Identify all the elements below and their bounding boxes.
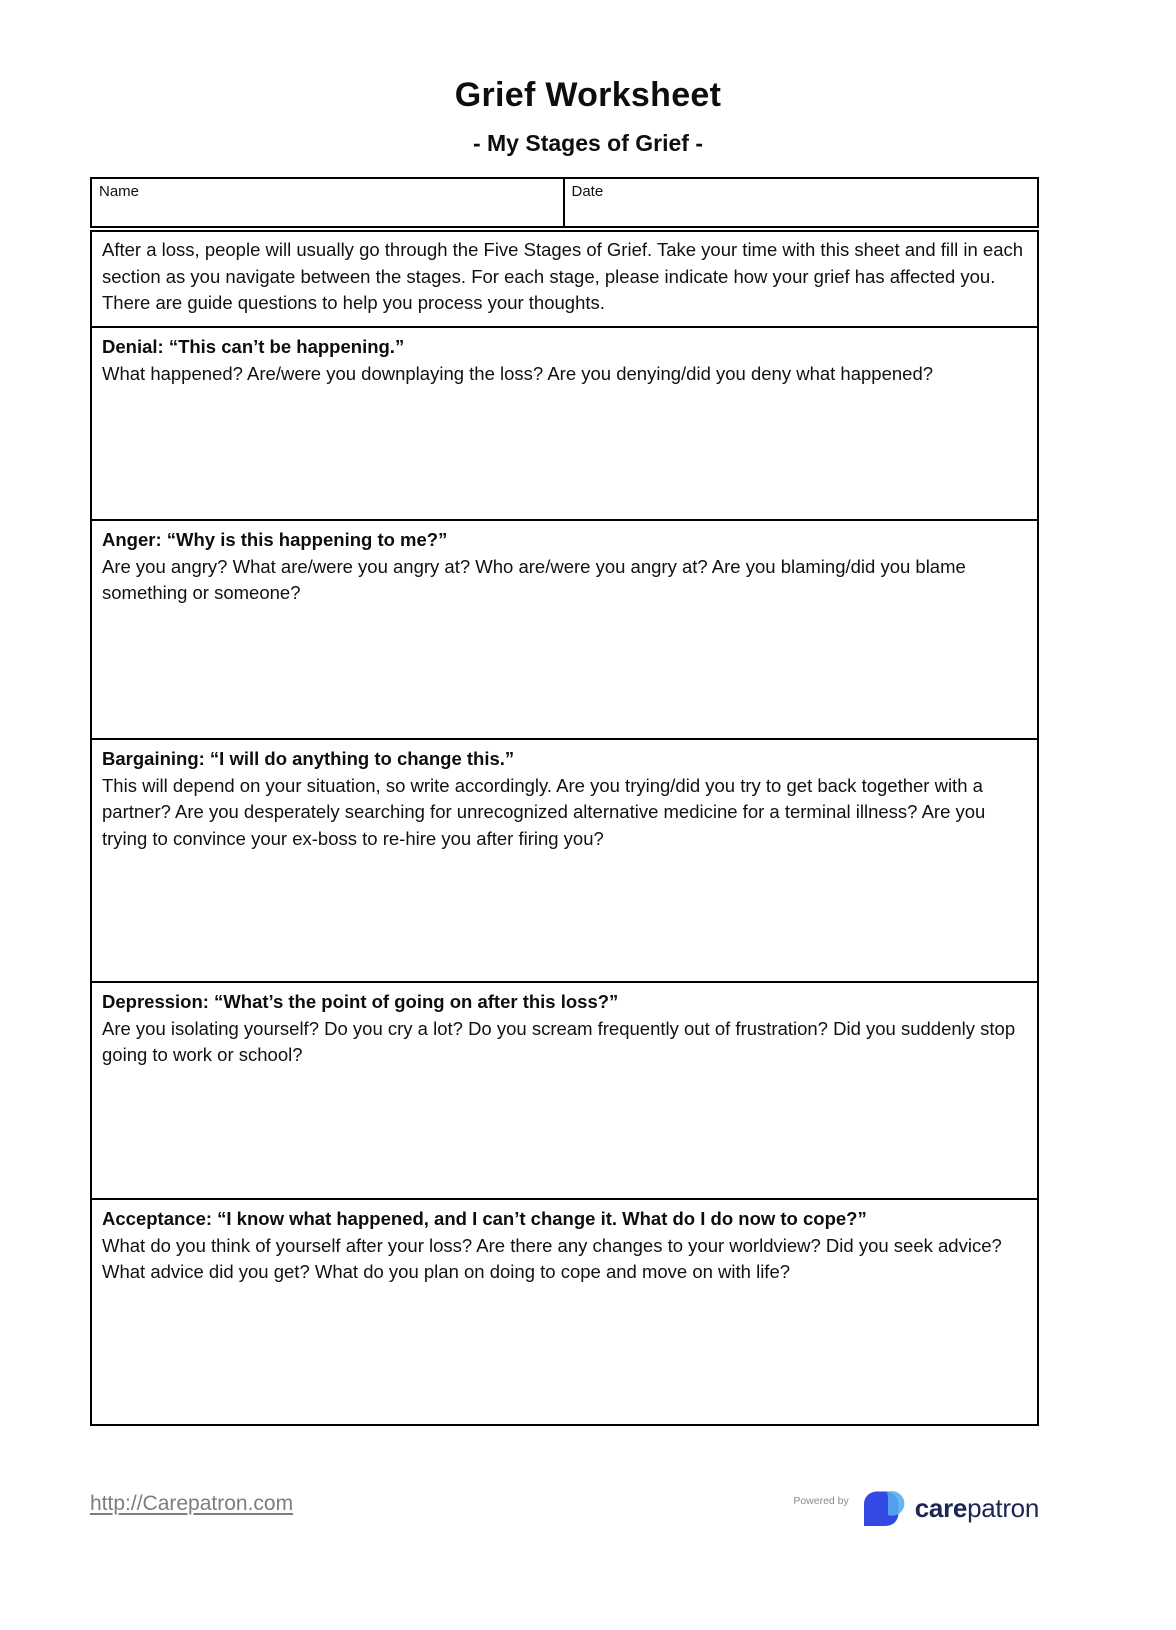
section-anger: [92, 521, 1037, 740]
date-input[interactable]: [572, 201, 1031, 222]
depression-heading: Depression: “What’s the point of going on after this loss?”: [102, 990, 619, 1012]
anger-answer-area[interactable]: [102, 607, 1027, 730]
bargaining-question: This will depend on your situation, so write accordingly. Are you trying/did you try to get back together with a partner? Are you desperately searching for unrecognized alternative medicine for a terminal illness? Are you trying to convince your ex-boss to re-hire you after firing you?: [102, 774, 986, 849]
name-date-row: [90, 177, 1039, 228]
instructions-text: After a loss, people will usually go through the Five Stages of Grief. Take your time with this sheet and fill in each section as you navigate between the stages. For each stage, please indicate how your grief has affected you. There are guide questions to help you process your thoughts.: [92, 232, 1037, 328]
section-acceptance: [92, 1200, 1037, 1424]
date-cell: [565, 179, 1038, 226]
name-input[interactable]: [99, 201, 556, 222]
worksheet-body: [90, 177, 1039, 1426]
brand-block: [793, 1488, 1039, 1532]
section-bargaining: [92, 740, 1037, 983]
acceptance-answer-area[interactable]: [102, 1286, 1027, 1416]
anger-question: Are you angry? What are/were you angry at? Who are/were you angry at? Are you blaming/did you blame something or someone?: [102, 555, 966, 603]
page-title: Grief Worksheet: [454, 76, 722, 114]
acceptance-heading: Acceptance: “I know what happened, and I can’t change it. What do I do now to cope?”: [102, 1207, 867, 1229]
powered-by-label: Powered by: [793, 1495, 849, 1507]
section-denial: [92, 328, 1037, 521]
depression-question: Are you isolating yourself? Do you cry a lot? Do you scream frequently out of frustration? Did you suddenly stop going to work or school?: [102, 1017, 1016, 1065]
date-label: Date: [571, 183, 604, 200]
section-depression: [92, 983, 1037, 1200]
page-subtitle: - My Stages of Grief -: [472, 130, 704, 156]
denial-heading: Denial: “This can’t be happening.”: [102, 335, 405, 357]
bargaining-heading: Bargaining: “I will do anything to change this.”: [102, 747, 515, 769]
name-cell: [92, 179, 565, 226]
brand-wordmark-care: care: [914, 1492, 968, 1523]
name-label: Name: [99, 183, 140, 200]
acceptance-question: What do you think of yourself after your loss? Are there any changes to your worldview? Did you seek advice? What advice did you get? What do you plan on doing to cope and move on with life?: [102, 1234, 1002, 1282]
brand-wordmark: [915, 1493, 1039, 1524]
denial-question: What happened? Are/were you downplaying the loss? Are you denying/did you deny what happened?: [102, 362, 934, 384]
bargaining-answer-area[interactable]: [102, 852, 1027, 973]
footer-link[interactable]: http://Carepatron.com: [90, 1492, 294, 1515]
carepatron-logo-icon: [861, 1488, 909, 1532]
depression-answer-area[interactable]: [102, 1069, 1027, 1190]
denial-answer-area[interactable]: [102, 387, 1027, 511]
anger-heading: Anger: “Why is this happening to me?”: [102, 528, 448, 550]
stages-table: [90, 230, 1039, 1426]
brand-wordmark-patron: patron: [967, 1492, 1039, 1523]
